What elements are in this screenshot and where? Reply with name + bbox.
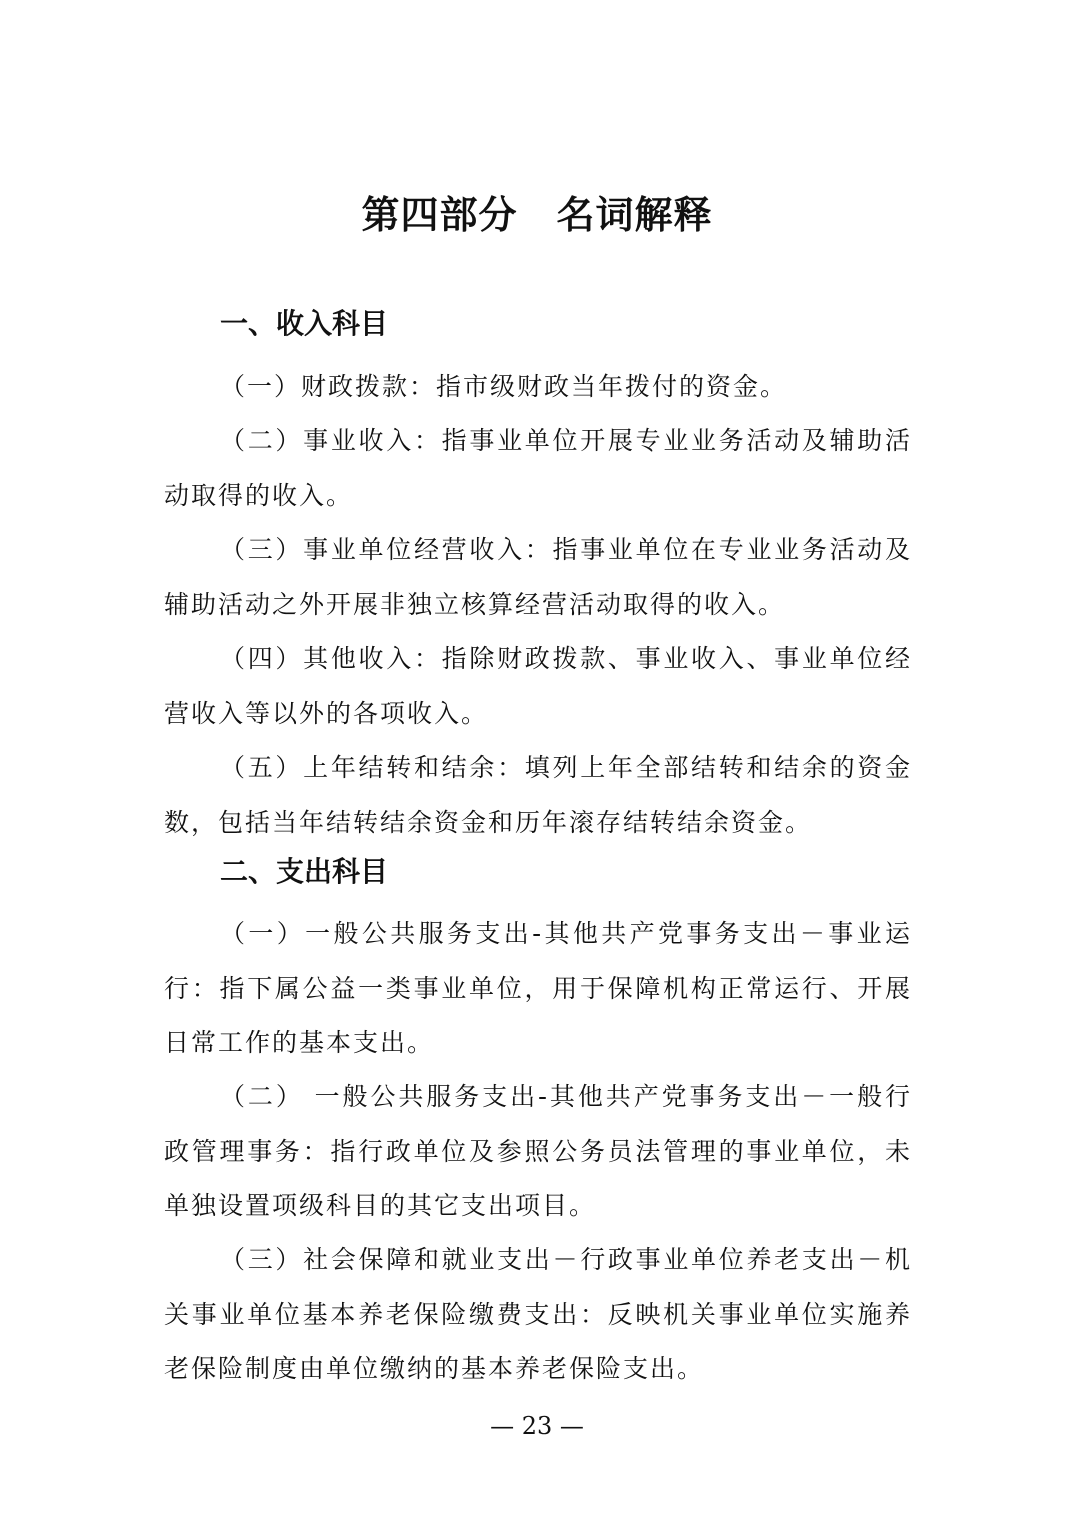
- income-item-3: （三）事业单位经营收入：指事业单位在专业业务活动及辅助活动之外开展非独立核算经营活动取得的收入。: [164, 535, 912, 619]
- income-item-5: （五）上年结转和结余：填列上年全部结转和结余的资金数，包括当年结转结余资金和历年滚存结转结余资金。: [164, 753, 912, 837]
- page-number: — 23 —: [490, 1412, 584, 1440]
- income-item-4: （四）其他收入：指除财政拨款、事业收入、事业单位经营收入等以外的各项收入。: [164, 644, 912, 728]
- income-item-2: （二）事业收入：指事业单位开展专业业务活动及辅助活动取得的收入。: [164, 426, 912, 510]
- income-item-1: （一）财政拨款：指市级财政当年拨付的资金。: [220, 372, 788, 401]
- expenditure-item-2: （二） 一般公共服务支出-其他共产党事务支出－一般行政管理事务：指行政单位及参照公务员法管理的事业单位，未单独设置项级科目的其它支出项目。: [164, 1082, 912, 1220]
- section-heading-expenditure: 二、支出科目: [220, 855, 389, 888]
- section-heading-income: 一、收入科目: [220, 307, 389, 340]
- expenditure-item-3: （三）社会保障和就业支出－行政事业单位养老支出－机关事业单位基本养老保险缴费支出：反映机关事业单位实施养老保险制度由单位缴纳的基本养老保险支出。: [164, 1245, 912, 1383]
- expenditure-item-1: （一）一般公共服务支出-其他共产党事务支出－事业运行：指下属公益一类事业单位，用于保障机构正常运行、开展日常工作的基本支出。: [164, 919, 912, 1057]
- page-title: 第四部分 名词解释: [361, 193, 713, 237]
